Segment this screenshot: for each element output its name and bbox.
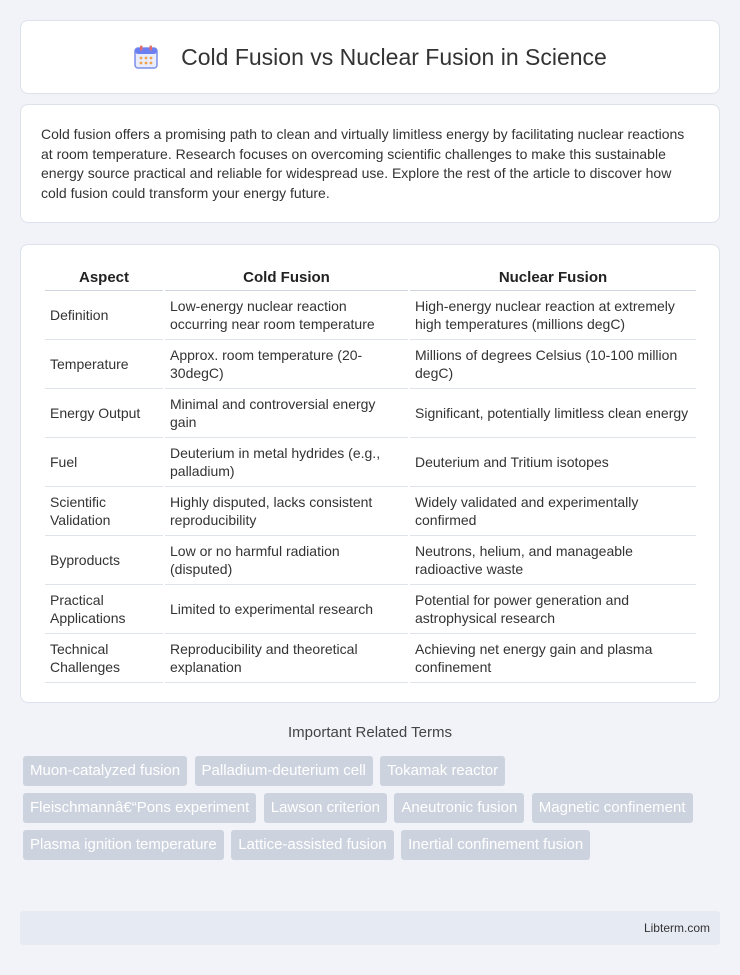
- nuclear-fusion-cell: Widely validated and experimentally confirmed: [410, 487, 696, 536]
- aspect-cell: Byproducts: [45, 536, 163, 585]
- aspect-cell: Scientific Validation: [45, 487, 163, 536]
- aspect-cell: Definition: [45, 291, 163, 340]
- cold-fusion-cell: Deuterium in metal hydrides (e.g., palladium): [165, 438, 408, 487]
- nuclear-fusion-cell: Achieving net energy gain and plasma confinement: [410, 634, 696, 683]
- table-header-row: [45, 265, 696, 291]
- aspect-cell: Temperature: [45, 340, 163, 389]
- column-header-cold-fusion: Cold Fusion: [165, 265, 408, 291]
- table-row: [45, 585, 696, 634]
- nuclear-fusion-cell: Significant, potentially limitless clean energy: [410, 389, 696, 438]
- cold-fusion-cell: Low-energy nuclear reaction occurring near room temperature: [165, 291, 408, 340]
- nuclear-fusion-cell: Potential for power generation and astrophysical research: [410, 585, 696, 634]
- column-header-aspect: Aspect: [45, 265, 163, 291]
- aspect-cell: Energy Output: [45, 389, 163, 438]
- nuclear-fusion-cell: Deuterium and Tritium isotopes: [410, 438, 696, 487]
- related-term-tag[interactable]: Fleischmannâ€“Pons experiment: [23, 793, 256, 823]
- table-row: [45, 389, 696, 438]
- related-term-tag[interactable]: Inertial confinement fusion: [401, 830, 590, 860]
- cold-fusion-cell: Reproducibility and theoretical explanation: [165, 634, 408, 683]
- table-row: [45, 536, 696, 585]
- aspect-cell: Technical Challenges: [45, 634, 163, 683]
- cold-fusion-cell: Minimal and controversial energy gain: [165, 389, 408, 438]
- comparison-table-card: [20, 244, 720, 703]
- nuclear-fusion-cell: High-energy nuclear reaction at extremely high temperatures (millions degC): [410, 291, 696, 340]
- column-header-nuclear-fusion: Nuclear Fusion: [410, 265, 696, 291]
- related-terms-list: [23, 756, 723, 867]
- related-term-tag[interactable]: Palladium-deuterium cell: [195, 756, 373, 786]
- cold-fusion-cell: Approx. room temperature (20-30degC): [165, 340, 408, 389]
- comparison-table: [43, 265, 698, 683]
- intro-text: Cold fusion offers a promising path to clean and virtually limitless energy by facilitating nuclear reactions at room temperature. Research focuses on overcoming scientific challenges to make this sustainable energy source practical and reliable for widespread use. Explore the rest of the article to discover how cold fusion could transform your energy future.: [41, 126, 685, 201]
- related-term-tag[interactable]: Magnetic confinement: [532, 793, 693, 823]
- table-row: [45, 634, 696, 683]
- related-term-tag[interactable]: Lattice-assisted fusion: [231, 830, 393, 860]
- calendar-icon: [133, 44, 159, 70]
- related-term-tag[interactable]: Muon-catalyzed fusion: [23, 756, 187, 786]
- footer-site-link[interactable]: Libterm.com: [643, 921, 710, 935]
- page-title: Cold Fusion vs Nuclear Fusion in Science: [181, 43, 607, 70]
- intro-card: [20, 104, 720, 223]
- cold-fusion-cell: Low or no harmful radiation (disputed): [165, 536, 408, 585]
- related-term-tag[interactable]: Lawson criterion: [264, 793, 387, 823]
- cold-fusion-cell: Highly disputed, lacks consistent reproducibility: [165, 487, 408, 536]
- related-term-tag[interactable]: Tokamak reactor: [380, 756, 505, 786]
- table-row: [45, 438, 696, 487]
- table-row: [45, 340, 696, 389]
- nuclear-fusion-cell: Neutrons, helium, and manageable radioactive waste: [410, 536, 696, 585]
- cold-fusion-cell: Limited to experimental research: [165, 585, 408, 634]
- nuclear-fusion-cell: Millions of degrees Celsius (10-100 million degC): [410, 340, 696, 389]
- table-row: [45, 291, 696, 340]
- related-term-tag[interactable]: Plasma ignition temperature: [23, 830, 224, 860]
- aspect-cell: Practical Applications: [45, 585, 163, 634]
- table-row: [45, 487, 696, 536]
- footer: [20, 911, 720, 945]
- related-term-tag[interactable]: Aneutronic fusion: [394, 793, 524, 823]
- aspect-cell: Fuel: [45, 438, 163, 487]
- header-card: [20, 20, 720, 94]
- related-terms-heading: Important Related Terms: [288, 724, 452, 741]
